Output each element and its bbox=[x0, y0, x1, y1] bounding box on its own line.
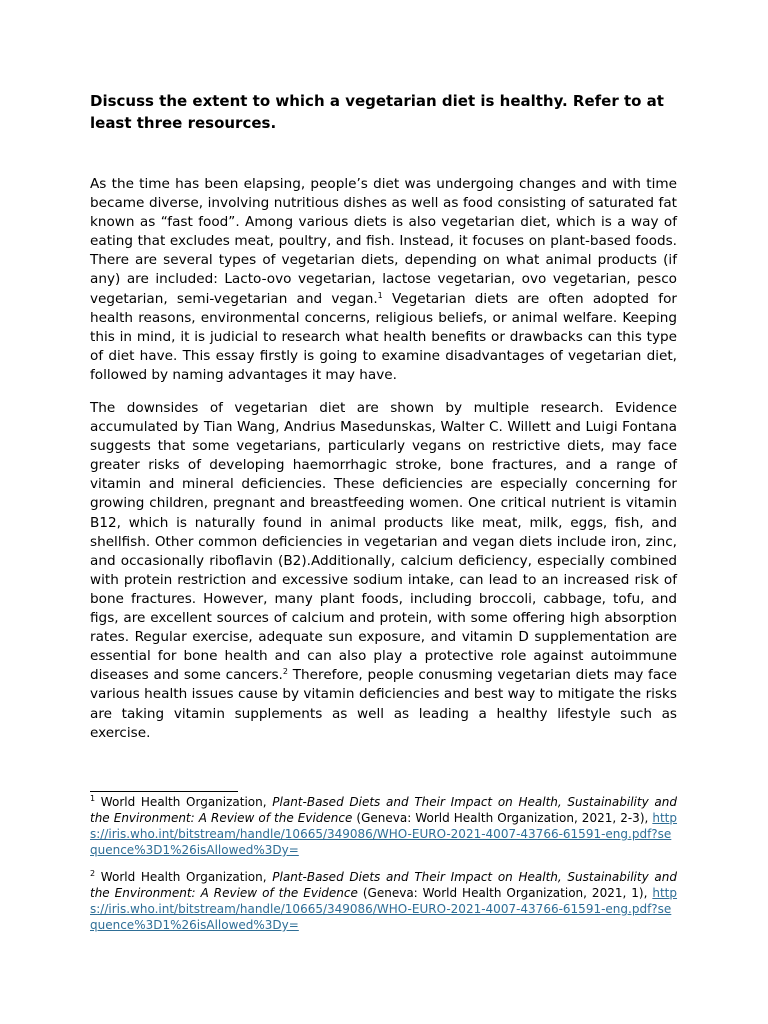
footnote-1 bbox=[90, 794, 677, 858]
paragraph-introduction bbox=[90, 175, 677, 385]
footnote-publication: (Geneva: World Health Organization, 2021, 2-3), bbox=[352, 811, 653, 825]
footnote-source-title: Plant-Based Diets and Their Impact on Health, Sustainability and the Environment: A Review of the Evidence bbox=[90, 870, 677, 900]
paragraph-text: Vegetarian diets are often adopted for health reasons, environmental concerns, religious beliefs, or animal welfare. Keeping this in mind, it is judicial to research what health benefits or drawbacks can this type of diet have. This essay firstly is going to examine disadvantages of vegetarian diet, followed by naming advantages it may have. bbox=[90, 290, 677, 383]
footnote-publication: (Geneva: World Health Organization, 2021, 1), bbox=[357, 886, 653, 900]
footnote-reference[interactable]: 2 bbox=[282, 667, 288, 677]
essay-title: Discuss the extent to which a vegetarian diet is healthy. Refer to at least three resources. bbox=[90, 92, 664, 132]
footnote-separator bbox=[90, 791, 238, 792]
footnote-reference[interactable]: 1 bbox=[377, 290, 383, 300]
footnote-link[interactable]: https://iris.who.int/bitstream/handle/10665/349086/WHO-EURO-2021-4007-43766-61591-eng.pdf?sequence%3D1%26isAllowed%3Dy= bbox=[90, 811, 678, 857]
footnote-author: World Health Organization, bbox=[95, 870, 273, 884]
footnote-number: 1 bbox=[90, 794, 96, 803]
paragraph-text: As the time has been elapsing, people’s diet was undergoing changes and with time became diverse, involving nutritious dishes as well as food consisting of saturated fat known as “fast food”. Among various diets is also vegetarian diet, which is a way of eating that excludes meat, poultry, and fish. Instead, it focuses on plant-based foods. There are several types of vegetarian diets, depending on what animal products (if any) are included: Lacto-ovo vegetarian, lactose vegetarian, ovo vegetarian, pesco vegetarian, semi-vegetarian and vegan. bbox=[90, 176, 677, 307]
footnote-link[interactable]: https://iris.who.int/bitstream/handle/10665/349086/WHO-EURO-2021-4007-43766-61591-eng.pdf?sequence%3D1%26isAllowed%3Dy= bbox=[90, 886, 678, 932]
footnote-source-title: Plant-Based Diets and Their Impact on Health, Sustainability and the Environment: A Review of the Evidence bbox=[90, 795, 677, 825]
footnote-author: World Health Organization, bbox=[95, 795, 273, 809]
paragraph-text: The downsides of vegetarian diet are shown by multiple research. Evidence accumulated by Tian Wang, Andrius Masedunskas, Walter C. Willett and Luigi Fontana suggests that some vegetarians, particularly vegans on restrictive diets, may face greater risks of developing haemorrhagic stroke, bone fractures, and a range of vitamin and mineral deficiencies. These deficiencies are especially concerning for growing children, pregnant and breastfeeding women. One critical nutrient is vitamin B12, which is naturally found in animal products like meat, milk, eggs, fish, and shellfish. Other common deficiencies in vegetarian and vegan diets include iron, zinc, and occasionally riboflavin (B2).Additionally, calcium deficiency, especially combined with protein restriction and excessive sodium intake, can lead to an increased risk of bone fractures. However, many plant foods, including broccoli, cabbage, tofu, and figs, are excellent sources of calcium and protein, with some offering high absorption rates. Regular exercise, adequate sun exposure, and vitamin D supplementation are essential for bone health and can also play a protective role against autoimmune diseases and some cancers. bbox=[90, 400, 677, 684]
paragraph-text: Therefore, people conusming vegetarian diets may face various health issues cause by vitamin deficiencies and best way to mitigate the risks are taking vitamin supplements as well as leading a healthy lifestyle such as exercise. bbox=[90, 667, 677, 741]
footnote-number: 2 bbox=[90, 869, 96, 878]
paragraph-disadvantages bbox=[90, 399, 677, 743]
footnote-2 bbox=[90, 869, 677, 933]
